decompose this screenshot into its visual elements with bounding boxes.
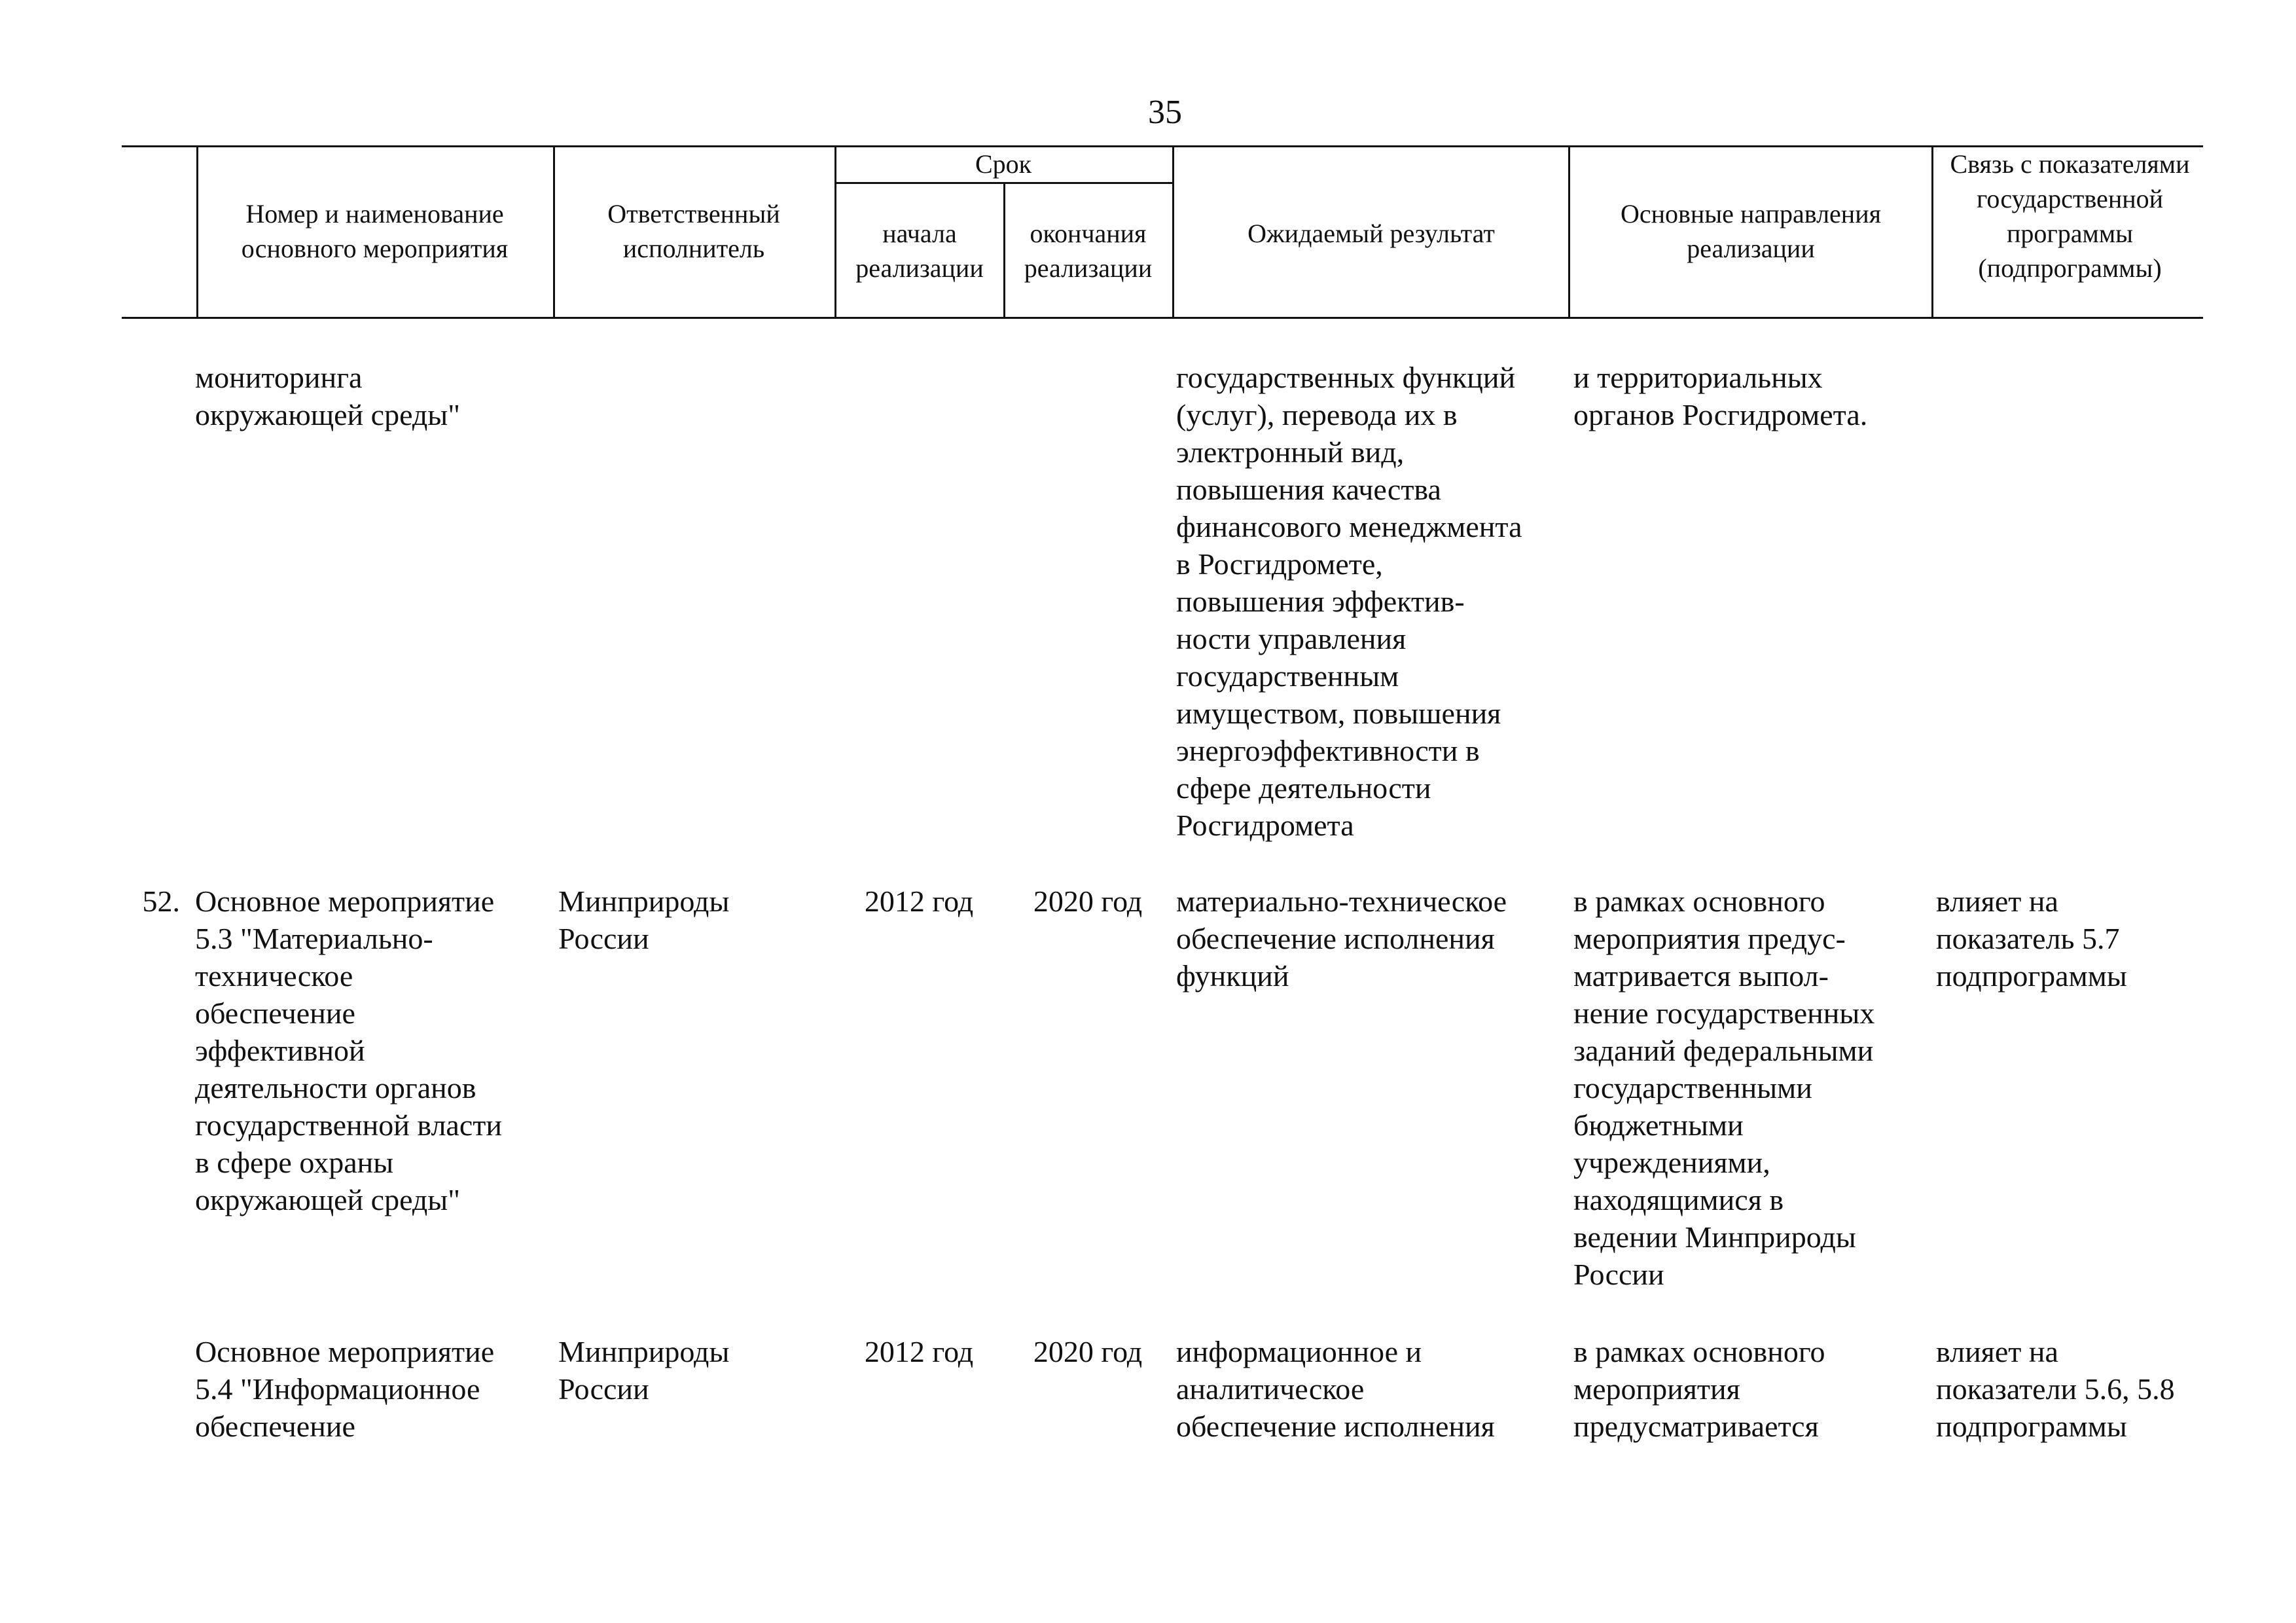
row-result: государственных функций (услуг), перевода их в электронный вид, повышения качества финансового менеджмента в Росгидромете, повышения эффектив- ности управления государственным имуществом, повышения энергоэффективности в сфере деятельности Росгидромета — [1176, 361, 1522, 842]
row-start: 2012 год — [864, 884, 974, 918]
row-name: Основное мероприятие 5.4 "Информационное обеспечение — [195, 1335, 495, 1443]
header-bottom-rule — [122, 317, 2203, 319]
row-directions: в рамках основного мероприятия предус- матривается выпол- нение государственных заданий федеральными государственными бюджетными учреждениями, находящимися в ведении Минприроды России — [1573, 884, 1875, 1291]
row-number: 52. — [142, 884, 180, 918]
header-link: Связь с показателями государственной программы (подпрограммы) — [1950, 149, 2190, 283]
row-directions: в рамках основного мероприятия предусматривается — [1573, 1335, 1825, 1443]
header-divider — [1568, 147, 1570, 318]
header-directions: Основные направления реализации — [1620, 199, 1882, 263]
row-executor: Минприроды России — [558, 1335, 730, 1406]
row-result: информационное и аналитическое обеспечение исполнения — [1176, 1335, 1495, 1443]
header-end: окончания реализации — [1024, 219, 1153, 283]
row-executor: Минприроды России — [558, 884, 730, 955]
header-name: Номер и наименование основного мероприятия — [241, 199, 509, 263]
header-start: начала реализации — [855, 219, 984, 283]
header-executor: Ответственный исполнитель — [607, 199, 780, 263]
row-start: 2012 год — [864, 1335, 974, 1368]
row-result: материально-техническое обеспечение исполнения функций — [1176, 884, 1507, 993]
row-link: влияет на показатель 5.7 подпрограммы — [1936, 884, 2127, 993]
header-divider — [1003, 183, 1005, 318]
row-end: 2020 год — [1033, 884, 1143, 918]
header-divider — [553, 147, 555, 318]
header-divider — [1172, 147, 1174, 318]
row-name: мониторинга окружающей среды" — [195, 361, 460, 431]
header-divider — [1931, 147, 1933, 318]
row-directions: и территориальных органов Росгидромета. — [1573, 361, 1868, 431]
header-result: Ожидаемый результат — [1247, 219, 1495, 248]
header-term: Срок — [975, 149, 1032, 179]
row-end: 2020 год — [1033, 1335, 1143, 1368]
row-name: Основное мероприятие 5.3 "Материально- техническое обеспечение эффективной деятельности органов государственной власти в сфере охраны окружающей среды" — [195, 884, 502, 1216]
page-number: 35 — [1148, 94, 1182, 131]
header-divider — [196, 147, 198, 318]
row-link: влияет на показатели 5.6, 5.8 подпрограммы — [1936, 1335, 2175, 1443]
